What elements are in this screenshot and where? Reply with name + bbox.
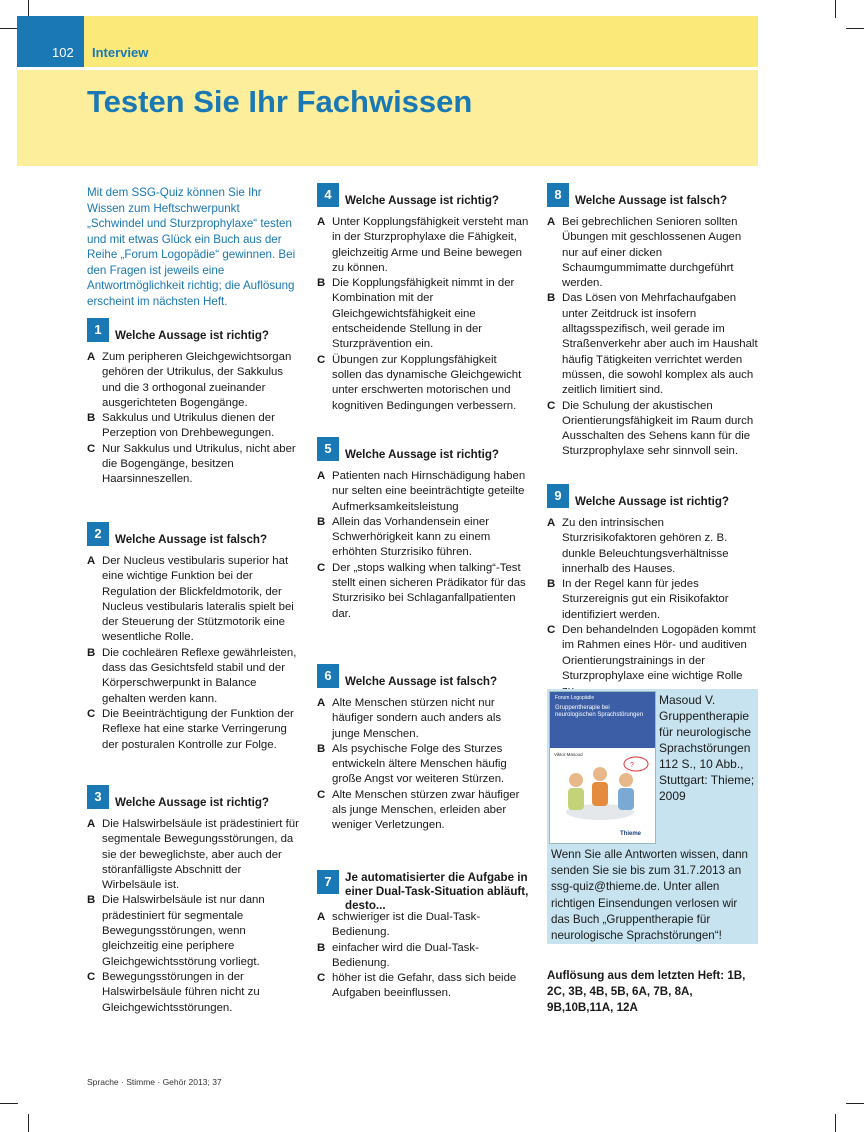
- answer-option: [317, 941, 529, 972]
- answer-letter: B: [87, 894, 96, 907]
- answer-text: Nur Sakkulus und Utrikulus, nicht aber die Bogengänge, besitzen Haarsinneszellen.: [102, 442, 296, 486]
- crop-mark: [0, 28, 18, 29]
- answer-option: [547, 215, 759, 291]
- question-number-badge: 1: [87, 318, 109, 342]
- answer-letter: C: [317, 972, 326, 985]
- question-number-badge: 5: [317, 437, 339, 461]
- answer-text: Bewegungsstörungen in der Halswirbelsäule führen nicht zu Gleichgewichtsstörungen.: [102, 970, 260, 1014]
- crop-mark: [835, 0, 836, 18]
- answer-option: [547, 516, 759, 577]
- answer-option: [317, 696, 529, 742]
- question-header: [317, 437, 529, 463]
- question-title: Je automatisierter die Aufgabe in einer Dual-Task-Situation abläuft, desto...: [345, 871, 529, 912]
- answer-option: [87, 707, 299, 753]
- answer-letter: A: [317, 470, 326, 482]
- answer-letter: A: [317, 216, 326, 228]
- answer-option: [317, 215, 529, 276]
- answer-option: [317, 276, 529, 352]
- question-9: [547, 484, 759, 700]
- answer-list: [547, 516, 759, 700]
- answer-letter: A: [547, 517, 556, 529]
- answer-text: Als psychische Folge des Sturzes entwickeln ältere Menschen häufig große Angst vor weiteren Stürzen.: [332, 742, 507, 786]
- svg-text:?: ?: [630, 762, 634, 769]
- answer-text: Alte Menschen stürzen zwar häufiger als junge Menschen, erleiden aber weniger Verletzungen.: [332, 788, 520, 832]
- answer-list: [87, 554, 299, 753]
- answer-letter: A: [317, 697, 326, 709]
- page-number: 102: [52, 45, 74, 60]
- answer-text: Die Halswirbelsäule ist nur dann prädestiniert für segmentale Bewegungsstörungen, wenn gleichzeitig eine periphere Gleichgewichtsstörung vorliegt.: [102, 894, 265, 968]
- question-2: [87, 522, 299, 753]
- question-4: [317, 183, 529, 414]
- answer-text: Der „stops walking when talking“-Test stellt einen sicheren Prädikator für das Sturzrisiko bei Schlaganfallpatienten dar.: [332, 561, 526, 620]
- answer-option: [547, 577, 759, 623]
- question-title: Welche Aussage ist richtig?: [345, 194, 499, 207]
- answer-text: In der Regel kann für jedes Sturzereignis gut ein Risikofaktor identifiziert werden.: [562, 578, 729, 621]
- answer-letter: B: [317, 941, 326, 954]
- intro-text: Mit dem SSG-Quiz können Sie Ihr Wissen zum Heftschwerpunkt „Schwindel und Sturzprophylaxe“ testen und mit etwas Glück ein Buch aus der Reihe „Forum Logopädie“ gewinnen. Bei den Fragen ist jeweils eine Antwortmöglichkeit richtig; die Auflösung erscheint im nächsten Heft.: [87, 186, 296, 308]
- answer-option: [317, 561, 529, 622]
- answer-text: schwieriger ist die Dual-Task-Bedienung.: [332, 911, 481, 939]
- page-number-box: [17, 16, 84, 67]
- answer-letter: A: [317, 911, 326, 923]
- answer-text: Die cochleären Reflexe gewährleisten, dass das Gesichtsfeld stabil und der Körperschwerpunkt in Balance gehalten werden kann.: [102, 646, 297, 705]
- answer-text: Allein das Vorhandensein einer Schwerhörigkeit kann zu einem erhöhten Sturzrisiko führen.: [332, 515, 491, 559]
- answer-letter: B: [87, 412, 96, 425]
- answer-list: [317, 910, 529, 1002]
- book-cover-image: [549, 691, 656, 844]
- question-6: [317, 664, 529, 834]
- question-title: Welche Aussage ist falsch?: [575, 194, 728, 207]
- question-header: [87, 522, 299, 548]
- answer-option: [317, 515, 529, 561]
- crop-mark: [835, 1114, 836, 1132]
- answer-option: [317, 971, 529, 1002]
- footer-citation: Sprache · Stimme · Gehör 2013; 37: [87, 1077, 222, 1087]
- question-header: [547, 183, 759, 209]
- answer-letter: C: [317, 353, 326, 366]
- answer-option: [87, 817, 299, 893]
- answer-option: [317, 788, 529, 834]
- answer-option: [317, 353, 529, 414]
- answer-letter: A: [87, 555, 96, 567]
- book-info: Masoud V. Gruppentherapie für neurologische Sprachstörungen 112 S., 10 Abb., Stuttgart: Thieme; 2009: [659, 693, 755, 803]
- question-7: [317, 870, 529, 1002]
- question-8: [547, 183, 759, 460]
- answer-list: [317, 215, 529, 414]
- answer-text: Die Kopplungsfähigkeit nimmt in der Kombination mit der Gleichgewichtsfähigkeit eine entscheidende Stellung in der Sturzprävention ein.: [332, 277, 515, 351]
- question-title: Welche Aussage ist richtig?: [115, 329, 269, 342]
- answer-list: [547, 215, 759, 460]
- answer-option: [317, 469, 529, 515]
- answer-text: Übungen zur Kopplungsfähigkeit sollen das dynamische Gleichgewicht unter erschwerten motorischen und kognitiven Bedingungen verbessern.: [332, 353, 522, 412]
- answer-letter: C: [547, 624, 556, 637]
- previous-solution: Auflösung aus dem letzten Heft: 1B, 2C, 3B, 4B, 5B, 6A, 7B, 8A, 9B,10B,11A, 12A: [547, 969, 746, 1014]
- answer-option: [317, 910, 529, 941]
- answer-option: [87, 411, 299, 442]
- answer-option: [87, 442, 299, 488]
- column-1: [87, 185, 299, 309]
- cover-author: Viktor Masoud: [554, 752, 583, 757]
- answer-text: Bei gebrechlichen Senioren sollten Übungen mit geschlossenen Augen nur auf einer dicken Schaumgummimatte durchgeführt werden.: [562, 216, 742, 290]
- answer-option: [87, 970, 299, 1016]
- answer-text: Die Beeinträchtigung der Funktion der Reflexe hat eine starke Verringerung der posturalen Kontrolle zur Folge.: [102, 707, 294, 751]
- question-5: [317, 437, 529, 622]
- question-header: [547, 484, 759, 510]
- question-header: [317, 183, 529, 209]
- answer-letter: B: [547, 578, 556, 591]
- answer-option: [547, 399, 759, 460]
- question-title: Welche Aussage ist falsch?: [115, 533, 268, 546]
- page-title: Testen Sie Ihr Fachwissen: [87, 84, 473, 119]
- cover-publisher: Thieme: [620, 831, 642, 837]
- answer-text: Patienten nach Hirnschädigung haben nur selten eine beeinträchtigte geteilte Aufmerksamkeitsleistung: [332, 470, 526, 513]
- answer-letter: B: [317, 277, 326, 290]
- answer-option: [87, 554, 299, 646]
- answer-letter: C: [87, 707, 96, 720]
- answer-text: Zum peripheren Gleichgewichtsorgan gehören der Utrikulus, der Sakkulus und die 3 orthogonal zueinander ausgerichteten Bogengänge.: [102, 351, 292, 409]
- question-title: Welche Aussage ist richtig?: [575, 495, 729, 508]
- question-header: [87, 318, 299, 344]
- cover-header: [550, 692, 655, 748]
- question-title: Welche Aussage ist richtig?: [345, 448, 499, 461]
- crop-mark: [846, 1103, 864, 1104]
- answer-option: [87, 893, 299, 969]
- answer-list: [317, 696, 529, 834]
- answer-letter: C: [87, 970, 96, 983]
- answer-text: Sakkulus und Utrikulus dienen der Perzeption von Drehbewegungen.: [102, 412, 275, 440]
- question-header: [317, 664, 529, 690]
- book-contest-text: Wenn Sie alle Antworten wissen, dann senden Sie sie bis zum 31.7.2013 an ssg-quiz@thieme.de. Unter allen richtigen Einsendungen verlosen wir das Buch „Gruppentherapie für neurologische Sprachstörungen“!: [551, 848, 748, 943]
- answer-text: Die Schulung der akustischen Orientierungsfähigkeit im Raum durch Ausschalten des Sehens kann für die Sturzprophylaxe sehr sinnvoll sein.: [562, 399, 754, 458]
- question-number-badge: 3: [87, 785, 109, 809]
- question-number-badge: 9: [547, 484, 569, 508]
- answer-letter: C: [317, 561, 326, 574]
- answer-letter: B: [317, 742, 326, 755]
- question-title: Welche Aussage ist falsch?: [345, 675, 498, 688]
- question-number-badge: 7: [317, 870, 339, 894]
- cover-series: Forum Logopädie: [555, 695, 595, 701]
- answer-text: höher ist die Gefahr, dass sich beide Aufgaben beeinflussen.: [332, 972, 517, 1000]
- answer-option: [317, 742, 529, 788]
- cover-title: Gruppentherapie bei neurologischen Sprachstörungen: [555, 705, 644, 718]
- question-3: [87, 785, 299, 1016]
- answer-letter: B: [547, 292, 556, 305]
- answer-option: [87, 646, 299, 707]
- answer-letter: C: [547, 399, 556, 412]
- question-header: [317, 870, 529, 912]
- answer-text: Alte Menschen stürzen nicht nur häufiger sondern auch anders als junge Menschen.: [332, 697, 502, 740]
- question-title: Welche Aussage ist richtig?: [115, 796, 269, 809]
- answer-text: Den behandelnden Logopäden kommt im Rahmen eines Hör- und auditiven Orientierungstrainings in der Sturzprophylaxe eine wichtige Rolle: [562, 624, 756, 682]
- crop-mark: [846, 28, 864, 29]
- answer-text: Die Halswirbelsäule ist prädestiniert für segmentale Bewegungsstörungen, da sie der beweglichste, aber auch der störanfälligste Abschnitt der Wirbelsäule ist.: [102, 818, 299, 892]
- answer-letter: A: [547, 216, 556, 228]
- answer-option: [87, 350, 299, 411]
- answer-letter: B: [317, 515, 326, 528]
- answer-list: [87, 350, 299, 488]
- answer-letter: C: [87, 442, 96, 455]
- question-number-badge: 2: [87, 522, 109, 546]
- section-label: Interview: [92, 45, 149, 60]
- question-number-badge: 6: [317, 664, 339, 688]
- cover-illustration: [550, 754, 655, 834]
- crop-mark: [0, 1103, 18, 1104]
- question-header: [87, 785, 299, 811]
- answer-option: [547, 291, 759, 398]
- question-1: [87, 318, 299, 488]
- crop-mark: [28, 1114, 29, 1132]
- answer-text: Zu den intrinsischen Sturzrisikofaktoren gehören z. B. dunkle Beleuchtungsverhältnisse innerhalb des Hauses.: [562, 517, 729, 575]
- answer-text: Der Nucleus vestibularis superior hat eine wichtige Funktion bei der Regulation der Blickfeldmotorik, der Nucleus vestibularis lateralis spielt bei der Steuerung der Stützmotorik eine wesentliche Rolle.: [102, 555, 294, 644]
- answer-text: einfacher wird die Dual-Task-Bedienung.: [332, 941, 479, 969]
- question-number-badge: 4: [317, 183, 339, 207]
- answer-list: [317, 469, 529, 622]
- answer-letter: B: [87, 646, 96, 659]
- question-number-badge: 8: [547, 183, 569, 207]
- answer-letter: C: [317, 788, 326, 801]
- answer-text: Das Lösen von Mehrfachaufgaben unter Zeitdruck ist insofern alltagsspezifisch, weil gerade im Straßenverkehr aber auch im Haushalt häufig Tätigkeiten verrichtet werden müssen, die sowohl komplex als auch zeitlich limitiert sind.: [562, 292, 758, 397]
- answer-letter: A: [87, 818, 96, 830]
- answer-list: [87, 817, 299, 1016]
- answer-letter: A: [87, 351, 96, 363]
- answer-text: Unter Kopplungsfähigkeit versteht man in der Sturzprophylaxe die Fähigkeit, gleichzeitig Arme und Beine bewegen zu können.: [332, 216, 529, 274]
